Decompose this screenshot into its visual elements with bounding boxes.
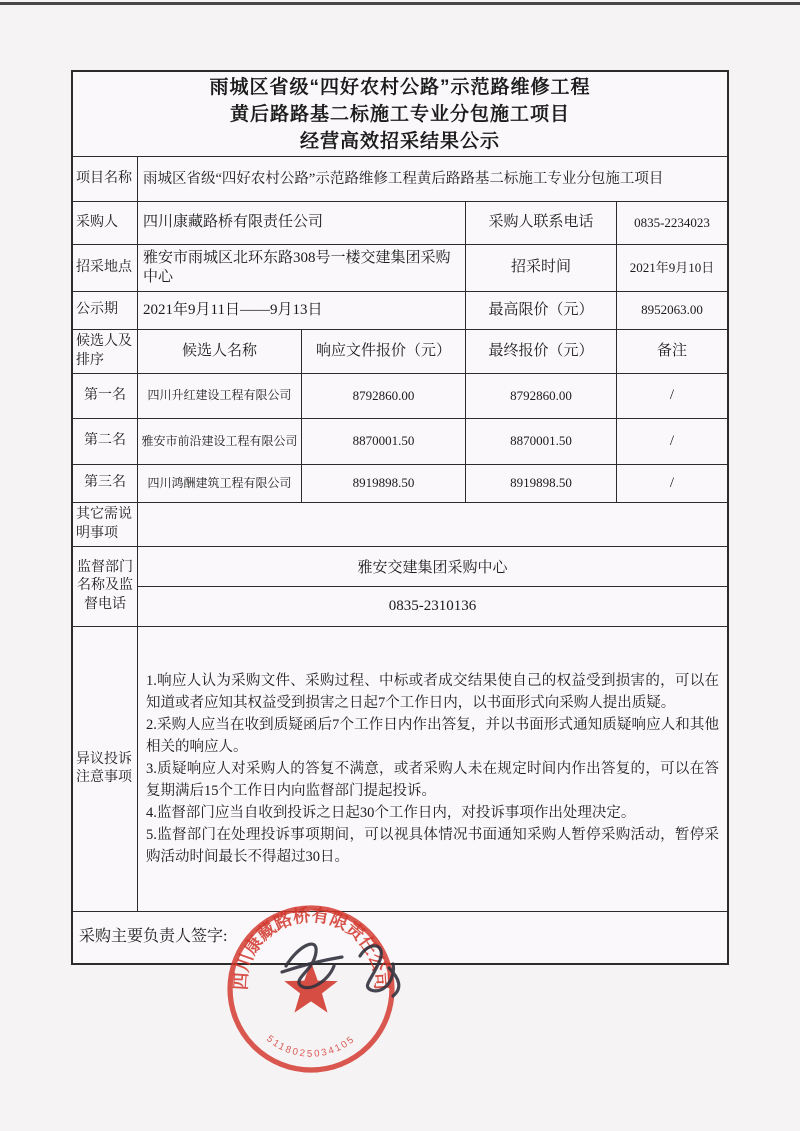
- table-row: [73, 418, 727, 464]
- candidate-doc-price: 8792860.00: [301, 374, 465, 418]
- scan-edge-line: [0, 2, 800, 5]
- title-line-3: 经营高效招采结果公示: [299, 130, 500, 152]
- project-name-label: 项目名称: [76, 170, 132, 186]
- rank-column-header: 候选人及排序: [76, 334, 132, 368]
- project-name-value: 雨城区省级“四好农村公路”示范路维修工程黄后路路基二标施工专业分包施工项目: [137, 157, 727, 201]
- seal-company-text: 四川康藏路桥有限责任公司: [230, 904, 392, 991]
- supervision-phone: 0835-2310136: [138, 586, 727, 626]
- candidate-final-price: 8870001.50: [465, 419, 616, 464]
- candidate-final-price: 8792860.00: [465, 374, 616, 418]
- doc-price-column-header: 响应文件报价（元）: [301, 330, 465, 373]
- signature: [272, 922, 422, 1017]
- other-notes-row: [73, 502, 727, 546]
- publicity-period-value: 2021年9月11日——9月13日: [137, 292, 465, 329]
- supervision-name: 雅安交建集团采购中心: [357, 560, 508, 576]
- remark-column-header: 备注: [616, 330, 727, 373]
- complaint-notes-label: 异议投诉注意事项: [76, 751, 132, 785]
- complaint-item: 4.监督部门应当自收到投诉之日起30个工作日内，对投诉事项作出处理决定。: [146, 805, 636, 821]
- candidate-name: 四川升红建设工程有限公司: [137, 374, 301, 418]
- complaint-item: 1.响应人认为采购文件、采购过程、中标或者成交结果使自己的权益受到损害的，可以在知道或者应知其权益受到损害之日起7个工作日内，以书面形式向采购人提出质疑。: [146, 673, 719, 711]
- candidate-rank: 第二名: [84, 433, 126, 449]
- bid-time-value: 2021年9月10日: [616, 245, 727, 291]
- purchaser-phone-value: 0835-2234023: [616, 202, 727, 244]
- purchaser-label: 采购人: [76, 214, 118, 230]
- final-price-column-header: 最终报价（元）: [465, 330, 616, 373]
- supervision-label: 监督部门名称及监督电话: [77, 560, 133, 612]
- candidates-header-row: [73, 329, 727, 373]
- location-label: 招采地点: [76, 259, 132, 275]
- candidate-remark: /: [616, 465, 727, 502]
- max-price-label: 最高限价（元）: [465, 292, 616, 329]
- candidate-final-price: 8919898.50: [465, 465, 616, 502]
- table-row: [73, 464, 727, 502]
- purchaser-value: 四川康藏路桥有限责任公司: [137, 202, 465, 244]
- supervision-values: [137, 547, 727, 626]
- candidate-rank: 第三名: [84, 475, 126, 491]
- location-value: 雅安市雨城区北环东路308号一楼交建集团采购中心: [137, 245, 465, 291]
- table-row: [73, 373, 727, 418]
- candidate-name: 四川鸿酬建筑工程有限公司: [137, 465, 301, 502]
- purchaser-phone-label: 采购人联系电话: [465, 202, 616, 244]
- complaint-item: 2.采购人应当在收到质疑函后7个工作日内作出答复，并以书面形式通知质疑响应人和其他相关的响应人。: [146, 717, 719, 755]
- complaint-notes-row: [73, 626, 727, 911]
- title-line-1: 雨城区省级“四好农村公路”示范路维修工程: [209, 76, 591, 98]
- purchaser-row: [73, 201, 727, 244]
- announcement-table: [71, 70, 729, 965]
- candidate-name: 雅安市前沿建设工程有限公司: [137, 419, 301, 464]
- location-row: [73, 244, 727, 291]
- candidate-rank: 第一名: [84, 387, 126, 403]
- max-price-value: 8952063.00: [616, 292, 727, 329]
- candidate-remark: /: [616, 419, 727, 464]
- other-notes-label: 其它需说明事项: [76, 507, 132, 541]
- name-column-header: 候选人名称: [137, 330, 301, 373]
- candidate-doc-price: 8919898.50: [301, 465, 465, 502]
- complaint-item: 3.质疑响应人对采购人的答复不满意，或者采购人未在规定时间内作出答复的，可以在答复期满后15个工作日内向监督部门提起投诉。: [146, 761, 719, 799]
- project-name-row: [73, 156, 727, 201]
- seal-number: 5118025034105: [264, 1033, 358, 1060]
- other-notes-value: [137, 503, 727, 546]
- supervision-row: [73, 546, 727, 626]
- complaint-item: 5.监督部门在处理投诉事项期间，可以视具体情况书面通知采购人暂停采购活动，暂停采购活动时间最长不得超过30日。: [146, 827, 719, 865]
- candidate-doc-price: 8870001.50: [301, 419, 465, 464]
- candidate-remark: /: [616, 374, 727, 418]
- publicity-period-label: 公示期: [76, 302, 118, 318]
- complaint-notes-content: [137, 627, 727, 911]
- bid-time-label: 招采时间: [465, 245, 616, 291]
- signature-label: 采购主要负责人签字:: [79, 928, 228, 946]
- page-title: [73, 72, 727, 156]
- title-line-2: 黄后路路基二标施工专业分包施工项目: [229, 103, 570, 125]
- publicity-period-row: [73, 291, 727, 329]
